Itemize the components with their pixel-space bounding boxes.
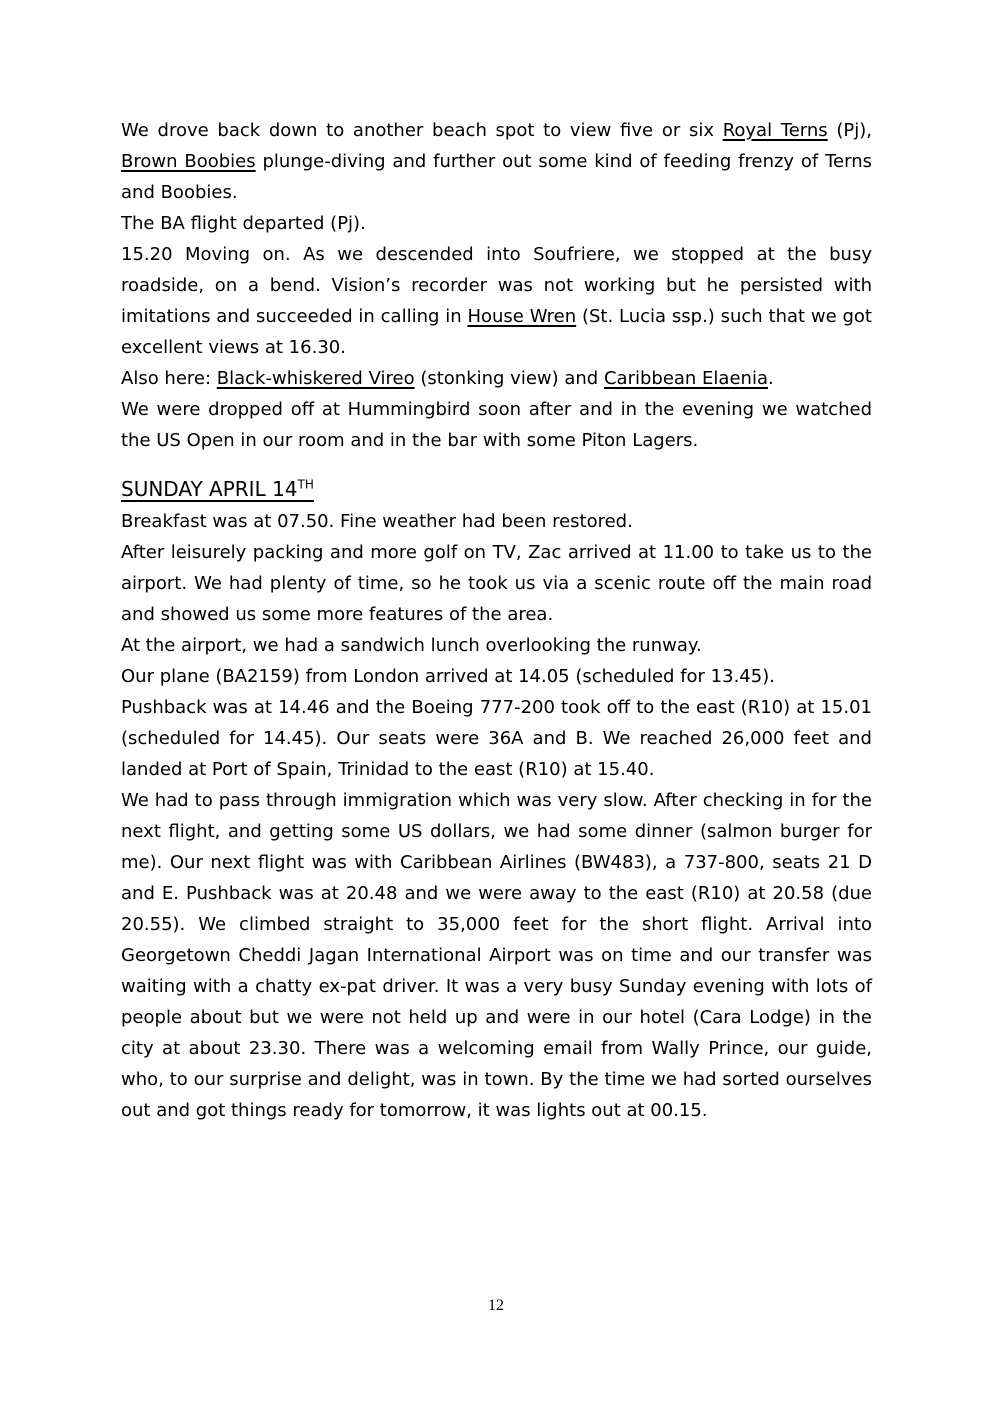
page-number: 12 — [488, 1297, 504, 1314]
text-run: (St. Lucia ssp.) such that we got excellent views at 16.30. — [121, 306, 872, 358]
text-run: We had to pass through immigration which was very slow. After checking in for the next flight, and getting some US dollars, we had some dinner (salmon burger for me). Our next flight was with Caribbean Airlines (BW483), a 737-800, seats 21 D and E. Pushback was at 20.48 and we were away to the east (R10) at 20.58 (due 20.55). We climbed straight to 35,000 feet for the short flight. Arrival into Georgetown Cheddi Jagan International Airport was on time and our transfer was waiting with a chatty ex-pat driver. It was a very busy Sunday evening with lots of people about but we were not held up and were in our hotel (Cara Lodge) in the city at about 23.30. There was a welcoming email from Wally Prince, our guide, who, to our surprise and delight, was in town. By the time we had sorted ourselves out and got things ready for tomorrow, it was lights out at 00.15. — [121, 790, 872, 1121]
text-run: After leisurely packing and more golf on TV, Zac arrived at 11.00 to take us to the airport. We had plenty of time, so he took us via a scenic route off the main road and showed us some more features of the area. — [121, 542, 872, 625]
paragraph-also-here — [121, 363, 872, 394]
text-run: . — [767, 368, 774, 389]
text-run: (Pj), — [827, 120, 872, 141]
paragraph-pushback-flight — [121, 692, 872, 785]
text-run: We drove back down to another beach spot to view five or six — [121, 120, 723, 141]
paragraph-breakfast — [121, 506, 872, 537]
paragraph-packing — [121, 537, 872, 630]
text-run: We were dropped off at Hummingbird soon after and in the evening we watched the US Open in our room and in the bar with some Piton Lagers. — [121, 399, 872, 451]
text-run: (stonking view) and — [414, 368, 604, 389]
bird-name-underlined: Black-whiskered Vireo — [216, 368, 415, 389]
text-run: Our plane (BA2159) from London arrived at 14.05 (scheduled for 13.45). — [121, 666, 775, 687]
paragraph-hummingbird — [121, 394, 872, 456]
bird-name-underlined: House Wren — [467, 306, 577, 327]
text-run: Pushback was at 14.46 and the Boeing 777-200 took off to the east (R10) at 15.01 (scheduled for 14.45). Our seats were 36A and B. We reached 26,000 feet and landed at Port of Spain, Trinidad to the east (R10) at 15.40. — [121, 697, 872, 780]
paragraph-soufriere — [121, 239, 872, 363]
paragraph-airport-lunch — [121, 630, 872, 661]
text-run: The BA flight departed (Pj). — [121, 213, 366, 234]
paragraph-plane-arrival — [121, 661, 872, 692]
text-run: Breakfast was at 07.50. Fine weather had been restored. — [121, 511, 633, 532]
text-run: At the airport, we had a sandwich lunch overlooking the runway. — [121, 635, 702, 656]
bird-name-underlined: Brown Boobies — [121, 151, 256, 172]
heading-ordinal-superscript: TH — [297, 477, 314, 492]
bird-name-underlined: Caribbean Elaenia — [603, 368, 768, 389]
heading-text — [121, 477, 314, 501]
section-heading-sunday-april-14 — [121, 473, 872, 506]
text-run: Also here: — [121, 368, 217, 389]
paragraph-ba-flight — [121, 208, 872, 239]
text-run: 15.20 Moving on. As we descended into Soufriere, we stopped at the busy roadside, on a bend. Vision’s recorder was not working but he persisted with imitations and succeeded in calling in — [121, 244, 872, 327]
paragraph-immigration-transfer — [121, 785, 872, 1126]
heading-main: SUNDAY APRIL 14 — [121, 477, 298, 501]
text-run: plunge-diving and further out some kind of feeding frenzy of Terns and Boobies. — [121, 151, 872, 203]
bird-name-underlined: Royal Terns — [722, 120, 828, 141]
paragraph-beach — [121, 115, 872, 208]
